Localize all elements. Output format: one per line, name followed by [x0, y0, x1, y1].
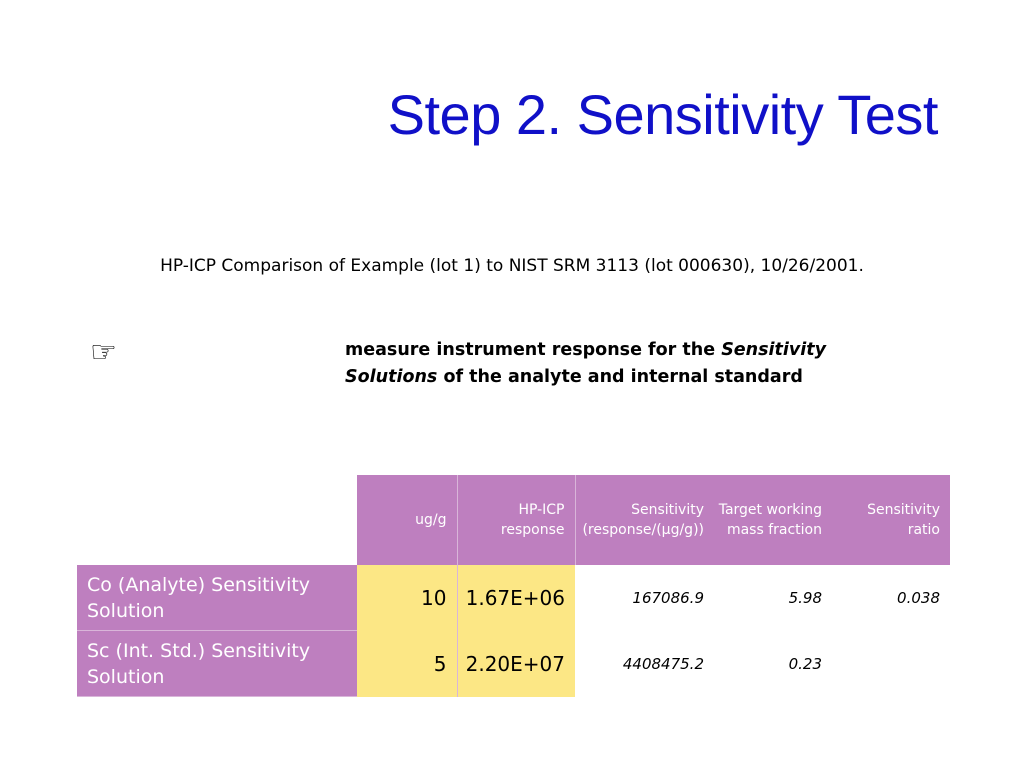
cell-response: 1.67E+06 — [457, 565, 575, 631]
cell-sensitivity: 167086.9 — [632, 588, 704, 607]
cell-ratio — [832, 631, 950, 697]
slide-title: Step 2. Sensitivity Test — [387, 83, 938, 146]
cell-target: 0.23 — [788, 654, 822, 673]
bullet-text-after: of the analyte and internal standard — [437, 367, 803, 387]
header-ug-g: ug/g — [357, 475, 457, 565]
cell-ug-g: 5 — [357, 631, 457, 697]
pointing-hand-icon: ☞ — [90, 335, 117, 370]
sensitivity-table — [77, 475, 951, 697]
table-row — [77, 565, 950, 631]
bullet-text — [345, 337, 905, 391]
header-target-mass-fraction: Target working mass fraction — [714, 475, 832, 565]
header-sensitivity: Sensitivity (response/(µg/g)) — [575, 475, 714, 565]
bullet-text-before: measure instrument response for the — [345, 340, 722, 360]
cell-ug-g: 10 — [357, 565, 457, 631]
cell-sensitivity: 4408475.2 — [622, 654, 704, 673]
header-hp-icp-response: HP-ICP response — [457, 475, 575, 565]
cell-response: 2.20E+07 — [457, 631, 575, 697]
header-blank — [77, 475, 357, 565]
cell-ratio: 0.038 — [897, 588, 940, 607]
table-header-row — [77, 475, 950, 565]
table-row — [77, 631, 950, 697]
header-sensitivity-ratio: Sensitivity ratio — [832, 475, 950, 565]
bullet-emphasis: Sensitivity Solutions — [345, 340, 827, 387]
row-label: Co (Analyte) Sensitivity Solution — [77, 565, 357, 631]
slide-subtitle: HP-ICP Comparison of Example (lot 1) to NIST SRM 3113 (lot 000630), 10/26/2001. — [160, 256, 864, 276]
row-label: Sc (Int. Std.) Sensitivity Solution — [77, 631, 357, 697]
cell-target: 5.98 — [788, 588, 822, 607]
